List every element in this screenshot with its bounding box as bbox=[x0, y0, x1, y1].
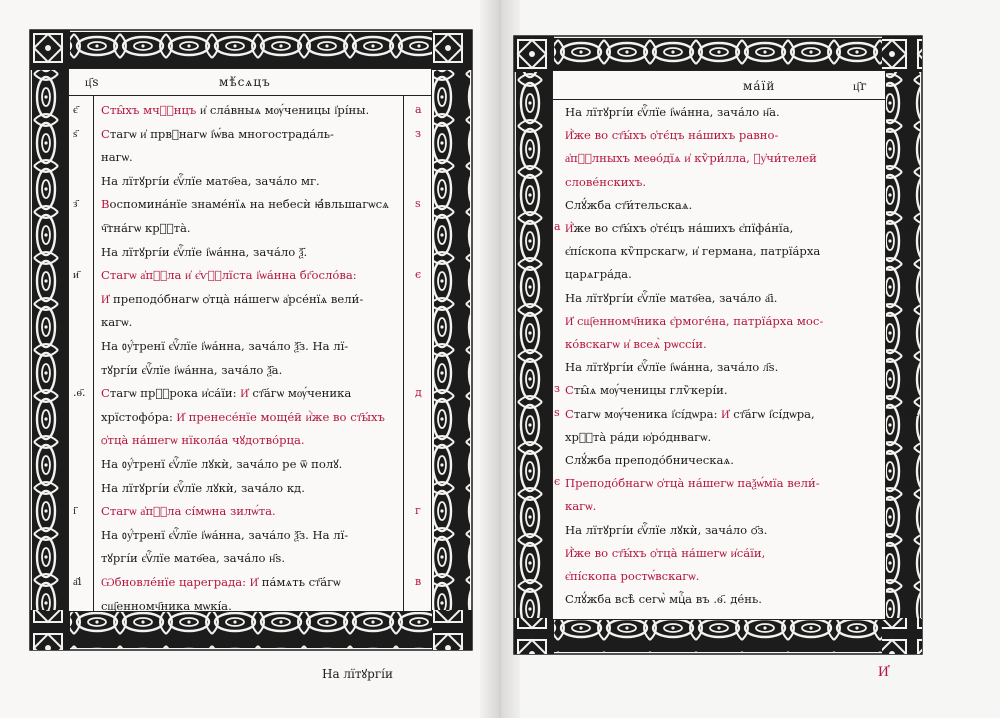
right-line-segment: И҆̀же во ст҃ы́хъ ѻ҆тє́цъ на́шихъ равно- bbox=[565, 128, 779, 143]
left-day-letter: ѕ bbox=[415, 197, 421, 211]
left-line-segment: С bbox=[101, 126, 110, 141]
right-line-segment: а҆пⷭ҇лныхъ меѳо́дїѧ и҆ кѷри́лла, ᲂу҆чи́телей bbox=[565, 151, 817, 166]
left-running-title: мѣ́сѧцъ bbox=[219, 75, 271, 89]
right-date-marker: єі bbox=[908, 475, 918, 489]
left-line bbox=[101, 174, 320, 188]
left-line-segment: бновле́нїе цареграда: bbox=[114, 575, 247, 589]
left-date-marker: і҃ bbox=[73, 504, 77, 518]
left-line-segment: С bbox=[101, 103, 110, 117]
right-line-segment: є҆пі́скопа ростѡ́вскагѡ. bbox=[565, 569, 700, 583]
right-line bbox=[565, 244, 820, 258]
right-line-segment: ты̑ѧ мѹ́ченицы глѷкері́и. bbox=[573, 383, 728, 398]
right-line-segment: царѧгра́да. bbox=[565, 267, 632, 282]
right-line-segment: сщ҃енномч҃ника є҆рмоге́на, патрїа́рха мос- bbox=[573, 313, 824, 328]
left-line bbox=[101, 221, 191, 235]
left-line bbox=[101, 268, 357, 282]
right-line bbox=[565, 407, 815, 421]
right-date-marker: гі bbox=[908, 382, 918, 396]
left-line bbox=[101, 551, 285, 565]
left-ornamental-frame bbox=[28, 28, 474, 652]
right-line-segment: Слꙋ́жба преподо́бническаѧ. bbox=[565, 453, 734, 467]
right-line bbox=[565, 151, 817, 165]
left-line bbox=[101, 433, 305, 447]
left-line-segment: На лїтꙋргі́и є҆ѵⷢ҇лїе лꙋкѝ, зача́ло кд. bbox=[101, 480, 305, 495]
right-line bbox=[565, 476, 820, 490]
left-line-segment: В bbox=[101, 197, 110, 212]
left-line-segment: ст҃а́гѡ мѹ́ченика bbox=[248, 386, 352, 401]
left-catchword: На лїтꙋргі́и bbox=[322, 667, 393, 681]
left-date-marker: ѕ҃ bbox=[73, 126, 78, 140]
left-line bbox=[101, 315, 132, 329]
left-line-segment: ѻ҆тца̀ на́шегѡ нїкола́а чꙋдотво́рца. bbox=[101, 433, 305, 448]
right-page-number: ц҃г bbox=[853, 79, 868, 93]
right-line bbox=[565, 291, 778, 305]
left-line-segment: И҆ пренесе́нїе моще́й и҆̀же во ст҃ы́хъ bbox=[172, 409, 385, 424]
left-line-segment: На лїтꙋргі́и є҆ѵⷢ҇лїе матѳ҃еа, зача́ло мг. bbox=[101, 173, 320, 188]
left-line-segment: па́мѧть ст҃а́гѡ bbox=[258, 575, 341, 589]
right-line-segment: На лїтꙋргі́и є҆ѵⷢ҇лїе лꙋкѝ, зача́ло ѻ҃з. bbox=[565, 522, 768, 537]
left-line-segment: ч҇тна́гѡ крⷭ҇та̀. bbox=[101, 221, 191, 235]
left-line bbox=[101, 386, 351, 400]
left-date-marker: .ѳ҃. bbox=[73, 386, 86, 400]
right-line bbox=[565, 453, 734, 467]
left-line-segment: И҆ bbox=[101, 291, 110, 306]
left-line-segment: сщ҃енномч҃ника мѡкі́а. bbox=[101, 598, 232, 613]
left-date-marker: и҃ bbox=[73, 268, 79, 282]
right-line-segment: И҆ bbox=[565, 221, 574, 235]
left-line-segment: И҆ bbox=[246, 575, 259, 589]
right-line bbox=[565, 221, 793, 235]
left-line bbox=[101, 599, 232, 613]
right-line-segment: На лїтꙋргі́и є҆ѵⷢ҇лїе матѳ҃еа, зача́ло а҃і. bbox=[565, 290, 778, 305]
left-date-marker: а҃і bbox=[73, 575, 82, 588]
left-line-segment: оспомина́нїе знаме́нїѧ на небесѝ ꙗ҆́вльшагѡсѧ bbox=[109, 197, 389, 212]
right-line bbox=[565, 128, 778, 142]
left-line-segment: кагѡ. bbox=[101, 315, 133, 330]
right-line bbox=[565, 267, 632, 281]
right-line-segment: На лїтꙋргі́и є҆ѵⷢ҇лїе і҆ѡа́нна, зача́ло н҃а. bbox=[565, 105, 780, 119]
left-line-segment: С bbox=[101, 504, 110, 519]
left-line bbox=[101, 481, 305, 495]
right-line-segment: Слꙋ́жба ст҃и́тельскаѧ. bbox=[565, 197, 693, 212]
right-line-segment: С bbox=[565, 406, 574, 421]
left-line bbox=[101, 150, 133, 164]
left-page-number: ц҃ѕ bbox=[85, 75, 100, 89]
left-line-segment: ты̑хъ мчⷭ҇нцъ bbox=[109, 103, 197, 117]
left-line-segment: С bbox=[101, 386, 110, 401]
right-running-title: ма́їй bbox=[743, 79, 776, 93]
left-line bbox=[101, 575, 341, 589]
right-date-marker: ді bbox=[908, 405, 919, 419]
right-line-segment: хрⷭ҇та̀ ра́ди ю҆ро́днвагѡ. bbox=[565, 429, 712, 444]
left-line-segment: тагѡ прⷪ҇рока и҆са́їи: bbox=[109, 386, 237, 401]
left-line bbox=[101, 292, 363, 306]
right-line bbox=[565, 105, 780, 119]
right-line bbox=[565, 314, 823, 328]
right-line-segment: тагѡ мѹ́ченика і҆сі́дѡра: bbox=[573, 406, 718, 421]
left-line bbox=[101, 528, 348, 542]
right-line bbox=[565, 569, 699, 583]
left-day-letter: д bbox=[415, 386, 422, 400]
right-line-segment: ст҃а́гѡ і҆сі́дѡра, bbox=[729, 406, 815, 421]
left-line-segment: Ѡ bbox=[101, 575, 115, 589]
left-line-segment: преподо́бнагѡ ѻ҆тца̀ на́шегѡ а҆рсе́нїѧ вели́- bbox=[109, 291, 364, 306]
right-line-segment: слове́нскихъ. bbox=[565, 174, 647, 189]
left-line bbox=[101, 245, 307, 259]
left-line-segment: тагѡ а҆пⷭ҇ла и҆ є҆ѵⷢ҇лїста і҆ѡа́нна бг҃осло́ва: bbox=[109, 268, 357, 283]
left-line-segment: С bbox=[101, 268, 110, 283]
left-line-segment: нагѡ. bbox=[101, 150, 133, 165]
right-day-letter: а bbox=[554, 220, 561, 233]
right-line-segment: И҆ bbox=[565, 313, 574, 328]
left-day-column-rule bbox=[403, 95, 404, 611]
left-date-marker: з҃ bbox=[73, 197, 78, 211]
right-line bbox=[565, 337, 707, 351]
left-line bbox=[101, 363, 282, 377]
left-line-segment: и҆ сла́вныѧ мѹ́ченицы і҆рі́ны. bbox=[196, 103, 370, 117]
right-line bbox=[565, 592, 762, 606]
right-line bbox=[565, 175, 646, 189]
left-line bbox=[101, 457, 342, 471]
right-day-letter: є bbox=[554, 475, 561, 489]
right-line-segment: На лїтꙋргі́и є҆ѵⷢ҇лїе і҆ѡа́нна, зача́ло л҃s. bbox=[565, 360, 779, 375]
left-day-letter: а bbox=[415, 103, 422, 116]
left-line bbox=[101, 197, 389, 211]
right-date-marker: ві bbox=[908, 220, 918, 233]
left-header-rule bbox=[69, 95, 431, 96]
left-line-segment: На лїтꙋргі́и є҆ѵⷢ҇лїе і҆ѡа́нна, зача́ло ѯ҃. bbox=[101, 244, 308, 259]
right-line-segment: Слꙋ́жба всѣ̀ сегѡ̀ мцⷭ҇а въ .ѳ҃. де́нь. bbox=[565, 592, 762, 607]
left-line-segment: тꙋргі́и є҆ѵⷢ҇лїе і҆ѡа́нна, зача́ло ѯ҃а. bbox=[101, 362, 283, 377]
left-line bbox=[101, 339, 348, 353]
left-line-segment: На ᲂу҆́тренї є҆ѵⷢ҇лїе і҆ѡа́нна, зача́ло ѯ҃з. На лї- bbox=[101, 339, 349, 353]
left-line-segment: тагѡ а҆пⷭ҇ла сі́мѡна зилѡ́та. bbox=[109, 504, 276, 519]
right-line bbox=[565, 198, 692, 212]
right-line-segment: кагѡ. bbox=[565, 499, 597, 514]
right-line-segment: И҆̀же во ст҃ы́хъ ѻ҆тца̀ на́шегѡ и҆са́їи, bbox=[565, 545, 766, 560]
right-line-segment: Преподо́бнагѡ ѻ҆тца̀ на́шегѡ паѯѡ́мїа вели́- bbox=[565, 476, 820, 491]
left-line bbox=[101, 127, 334, 141]
right-line-segment: И҆ bbox=[717, 406, 730, 421]
left-date-column-rule bbox=[93, 95, 94, 611]
right-line bbox=[565, 546, 765, 560]
right-line bbox=[565, 360, 778, 374]
left-date-marker: є҃ bbox=[73, 103, 78, 116]
right-catchword: И҆ bbox=[878, 662, 889, 680]
left-line bbox=[101, 410, 385, 424]
right-line bbox=[565, 383, 728, 397]
right-line-segment: ко́вскагѡ и҆ всеѧ̀ рѡссі́и. bbox=[565, 337, 707, 351]
left-line-segment: тагѡ и҆ првⷣнагѡ і҆ѡ́ва многострада́ль- bbox=[109, 126, 334, 141]
left-line-segment: И҆ bbox=[236, 386, 249, 401]
right-line-segment: С bbox=[565, 383, 574, 398]
left-line-segment: На ᲂу҆́тренї є҆ѵⷢ҇лїе лꙋкѝ, зача́ло ре ѿ полꙋ. bbox=[101, 457, 343, 471]
left-line bbox=[101, 504, 276, 518]
right-line-segment: ̀же во ст҃ы́хъ ѻ҆тє́цъ на́шихъ є҆пїфа́нїа, bbox=[573, 221, 794, 235]
right-line bbox=[565, 523, 767, 537]
right-line bbox=[565, 499, 596, 513]
right-line bbox=[565, 430, 711, 444]
left-line bbox=[101, 103, 369, 117]
right-day-letter: з bbox=[554, 382, 560, 396]
right-ornamental-frame bbox=[512, 34, 924, 656]
left-line-segment: хрїстофо́ра: bbox=[101, 409, 173, 424]
right-day-letter: ѕ bbox=[554, 405, 560, 419]
left-day-letter: г bbox=[415, 504, 421, 518]
right-line-segment: є҆пі́скопа кѷпрскагѡ, и҆ гермaна, патрїа́рха bbox=[565, 244, 821, 259]
left-text-area bbox=[68, 68, 432, 612]
right-text-area bbox=[552, 70, 886, 620]
left-line-segment: На ᲂу҆́тренї є҆ѵⷢ҇лїе і҆ѡа́нна, зача́ло ѯ҃з. На лї- bbox=[101, 527, 349, 542]
right-header-rule bbox=[553, 99, 885, 100]
left-line-segment: тꙋргі́и є҆ѵⷢ҇лїе матѳ҃еа, зача́ло н҃s. bbox=[101, 551, 286, 566]
left-day-letter: в bbox=[415, 575, 422, 588]
left-day-letter: є bbox=[415, 268, 422, 282]
left-day-letter: з bbox=[415, 126, 421, 140]
